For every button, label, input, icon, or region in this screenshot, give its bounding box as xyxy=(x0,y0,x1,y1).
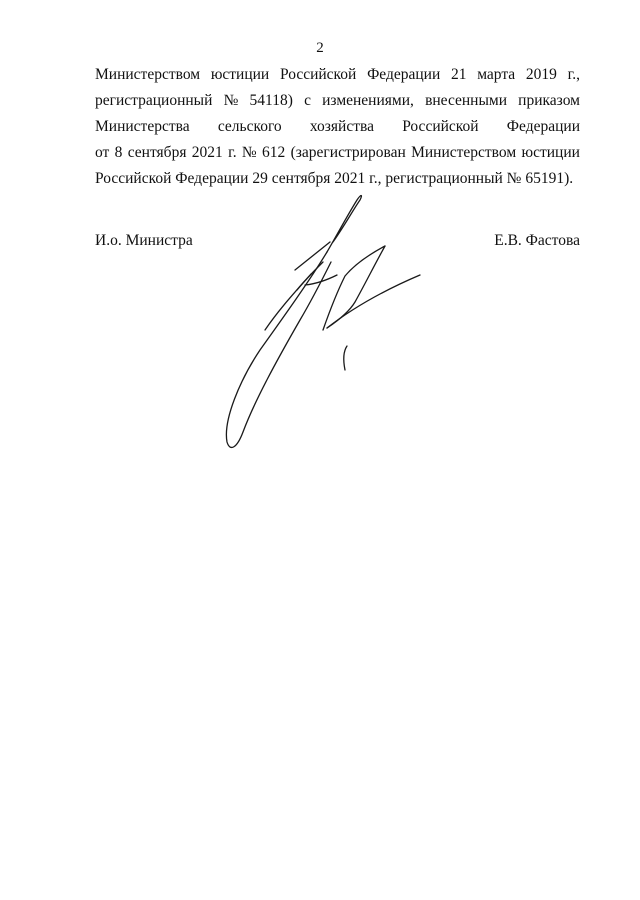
word: г. xyxy=(228,144,237,161)
text-line-4 xyxy=(95,140,580,166)
word: 2019 xyxy=(525,66,557,83)
word: Российской xyxy=(402,118,479,135)
word: Российской xyxy=(279,66,357,83)
word: сельского xyxy=(217,118,282,135)
word: г., xyxy=(567,66,580,83)
word: № xyxy=(241,144,257,161)
word: от xyxy=(95,144,110,161)
word: 8 xyxy=(114,144,123,161)
word: внесенными xyxy=(425,92,507,109)
word: юстиции xyxy=(210,66,270,83)
word: Министерством xyxy=(95,66,201,83)
signatory-name: Е.В. Фастова xyxy=(494,232,580,249)
text-line-2 xyxy=(95,88,580,114)
word: Министерством xyxy=(411,144,517,161)
signatory-position: И.о. Министра xyxy=(95,232,193,249)
word: изменениями, xyxy=(322,92,414,109)
body-paragraph xyxy=(95,62,580,192)
word: регистрационный xyxy=(95,92,213,109)
word: 2021 xyxy=(191,144,223,161)
word: Федерации xyxy=(367,66,441,83)
word: Министерства xyxy=(95,118,190,135)
word: 54118) xyxy=(249,92,293,109)
handwritten-signature xyxy=(215,180,445,460)
word: сентября xyxy=(127,144,187,161)
word: хозяйства xyxy=(309,118,374,135)
word: 21 xyxy=(450,66,467,83)
word: марта xyxy=(477,66,516,83)
word: с xyxy=(304,92,311,109)
text-line-5: Российской Федерации 29 сентября 2021 г., регистрационный № 65191). xyxy=(95,170,574,187)
word: 612 xyxy=(262,144,286,161)
word: № xyxy=(223,92,239,109)
word: приказом xyxy=(518,92,580,109)
word: юстиции xyxy=(521,144,580,161)
text-line-1 xyxy=(95,62,580,88)
page-number: 2 xyxy=(316,40,324,56)
text-line-3 xyxy=(95,114,580,140)
word: Федерации xyxy=(506,118,580,135)
word: (зарегистрирован xyxy=(290,144,406,161)
